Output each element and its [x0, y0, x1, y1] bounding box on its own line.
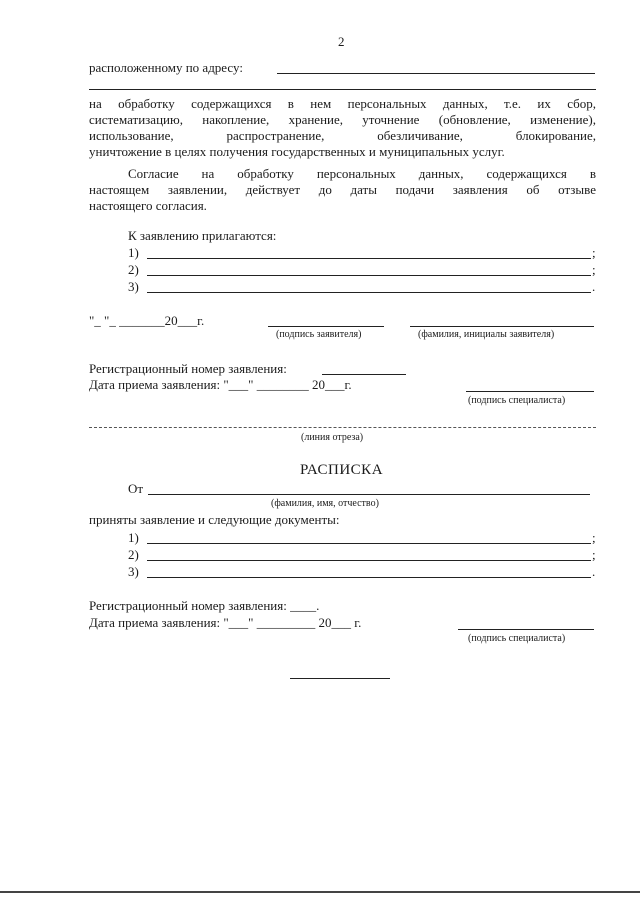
attachment-item-number: 2): [128, 262, 139, 277]
address-label: расположенному по адресу:: [89, 60, 243, 75]
specialist-signature-field[interactable]: [466, 391, 594, 392]
attachment-field-1[interactable]: [147, 258, 591, 259]
validity-line-2: настоящем заявлении, действует до даты подачи заявления об отзыве: [89, 182, 596, 197]
consent-line-2: систематизацию, накопление, хранение, уточнение (обновление, изменение),: [89, 112, 596, 127]
receipt-item-number: 1): [128, 530, 139, 545]
receipt-accepted-text: приняты заявление и следующие документы:: [89, 512, 340, 527]
applicant-name-caption: (фамилия, инициалы заявителя): [418, 329, 555, 340]
applicant-name-field[interactable]: [410, 326, 594, 327]
consent-line-4: уничтожение в целях получения государственных и муниципальных услуг.: [89, 144, 505, 159]
registration-number-field[interactable]: [322, 374, 406, 375]
attachments-title: К заявлению прилагаются:: [128, 228, 277, 243]
cut-line: [89, 427, 596, 428]
closing-rule: [290, 678, 390, 679]
applicant-signature-caption: (подпись заявителя): [276, 329, 362, 340]
receipt-registration-date: Дата приема заявления: "___" _________ 20___ г.: [89, 615, 362, 630]
page-number: 2: [338, 34, 345, 49]
receipt-fio-caption: (фамилия, имя, отчество): [271, 498, 379, 509]
attachment-separator: .: [592, 279, 596, 294]
attachment-field-3[interactable]: [147, 292, 591, 293]
receipt-item-separator: ;: [592, 547, 596, 562]
specialist-signature-caption: (подпись специалиста): [468, 395, 566, 406]
receipt-item-separator: .: [592, 564, 596, 579]
registration-date: Дата приема заявления: "___" ________ 20___г.: [89, 377, 352, 392]
receipt-document-field-2[interactable]: [147, 560, 591, 561]
receipt-registration-number: Регистрационный номер заявления: ____.: [89, 598, 320, 613]
attachment-separator: ;: [592, 262, 596, 277]
receipt-document-field-1[interactable]: [147, 543, 591, 544]
consent-line-1: на обработку содержащихся в нем персональных данных, т.е. их сбор,: [89, 96, 596, 111]
registration-number-label: Регистрационный номер заявления:: [89, 361, 287, 376]
attachment-item-number: 1): [128, 245, 139, 260]
applicant-signature-field[interactable]: [268, 326, 384, 327]
attachment-item-number: 3): [128, 279, 139, 294]
validity-line-1: Согласие на обработку персональных данных, содержащихся в: [128, 166, 596, 181]
receipt-specialist-caption: (подпись специалиста): [468, 633, 566, 644]
consent-line-3: использование, распространение, обезличивание, блокирование,: [89, 128, 596, 143]
validity-line-3: настоящего согласия.: [89, 198, 207, 213]
address-field[interactable]: [277, 73, 595, 74]
cut-line-caption: (линия отреза): [301, 432, 364, 443]
receipt-title: РАСПИСКА: [300, 462, 384, 478]
attachment-separator: ;: [592, 245, 596, 260]
receipt-item-number: 3): [128, 564, 139, 579]
receipt-fio-field[interactable]: [148, 494, 590, 495]
receipt-specialist-signature-field[interactable]: [458, 629, 594, 630]
address-field-continued[interactable]: [89, 89, 596, 90]
receipt-from-label: От: [128, 481, 144, 496]
receipt-document-field-3[interactable]: [147, 577, 591, 578]
receipt-item-separator: ;: [592, 530, 596, 545]
attachment-field-2[interactable]: [147, 275, 591, 276]
application-date: "_ "_ _______20___г.: [89, 313, 205, 328]
receipt-item-number: 2): [128, 547, 139, 562]
scan-bottom-edge: [0, 891, 640, 893]
